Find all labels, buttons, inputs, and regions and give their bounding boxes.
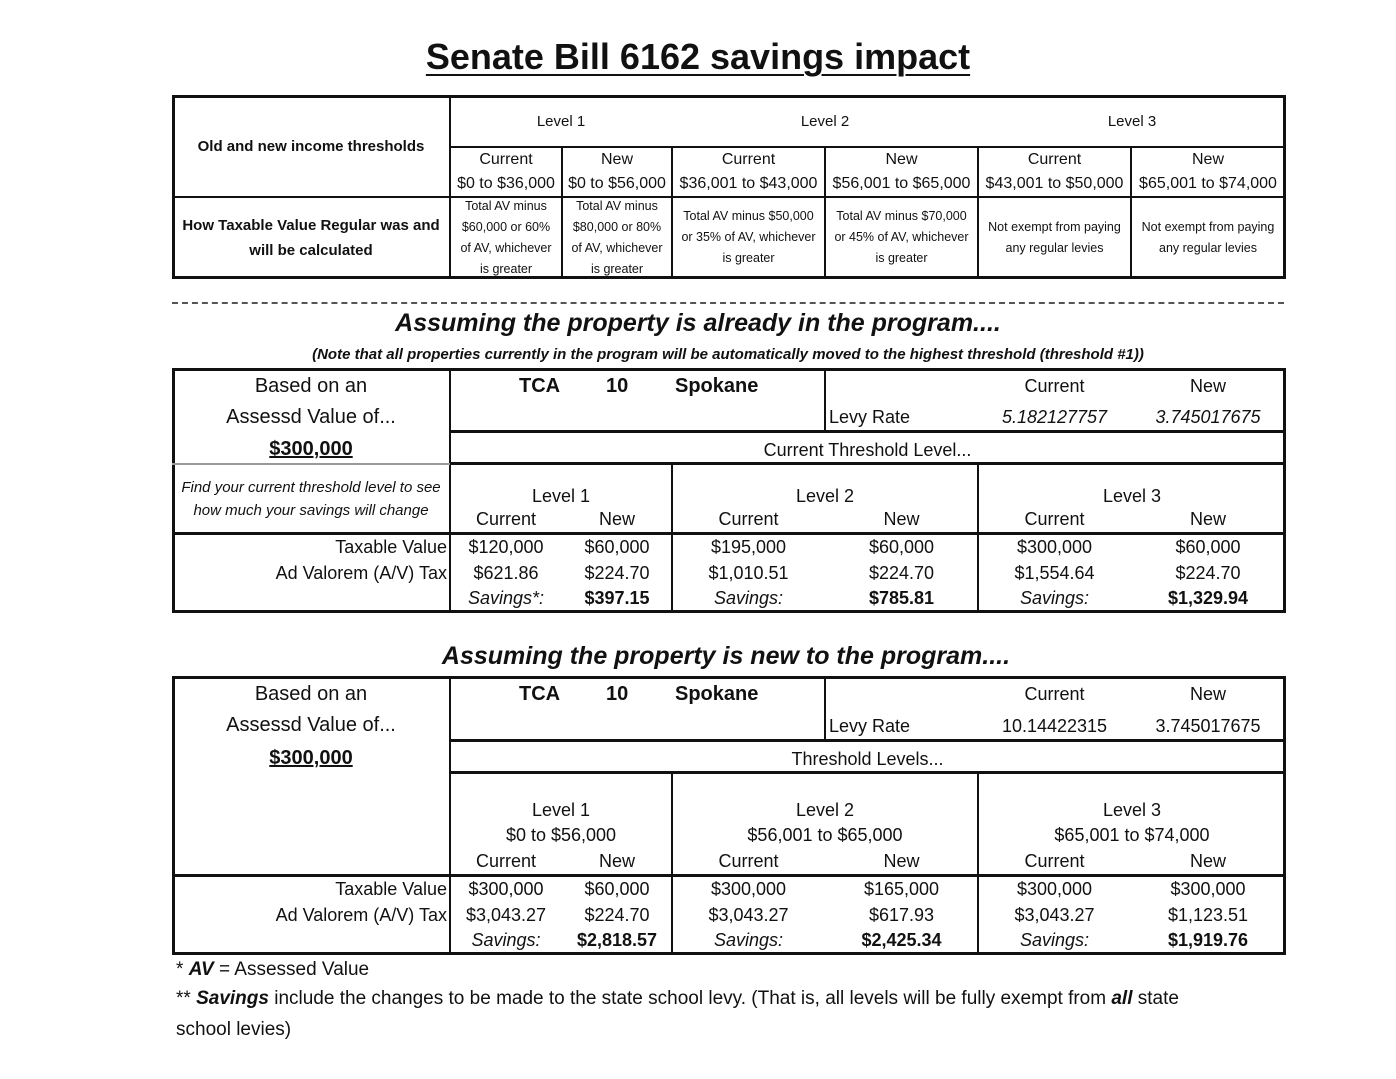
tca-label: TCA bbox=[519, 683, 561, 705]
footnote-marker: * bbox=[176, 959, 189, 980]
income-thresholds-label: Old and new income thresholds bbox=[197, 138, 425, 155]
ad-valorem-value: $1,123.51 bbox=[1167, 905, 1249, 925]
assessed-value: $300,000 bbox=[269, 747, 353, 769]
calc-line: Total AV minus bbox=[465, 199, 547, 213]
footnote-term: Savings bbox=[196, 988, 269, 1009]
footnote-text: include the changes to be made to the state school levy. (That is, all levels will be fully exempt from bbox=[268, 988, 1112, 1009]
calc-text bbox=[673, 206, 824, 269]
calc-label-line2: will be calculated bbox=[249, 242, 373, 259]
calc-text bbox=[826, 206, 977, 269]
calc-line: or 45% of AV, whichever bbox=[834, 230, 969, 244]
calc-line: Total AV minus $50,000 bbox=[683, 209, 814, 223]
col-head: Current bbox=[718, 851, 779, 871]
taxable-value: $300,000 bbox=[710, 879, 787, 899]
tca-name: Spokane bbox=[675, 683, 759, 705]
savings-value: $397.15 bbox=[584, 588, 650, 608]
levy-current-value: 5.182127757 bbox=[1001, 407, 1108, 427]
levy-new-value: 3.745017675 bbox=[1155, 716, 1261, 736]
col-head: Current bbox=[479, 151, 533, 168]
calc-line: is greater bbox=[722, 251, 775, 265]
savings-value: $785.81 bbox=[868, 588, 935, 608]
tca-number: 10 bbox=[606, 375, 629, 397]
col-head: New bbox=[1189, 851, 1226, 871]
col-head: New bbox=[883, 851, 920, 871]
divider bbox=[449, 771, 1286, 774]
calc-line: is greater bbox=[875, 251, 928, 265]
taxable-value: $300,000 bbox=[1016, 537, 1093, 557]
calc-line: Not exempt from paying bbox=[988, 220, 1121, 234]
ad-valorem-value: $3,043.27 bbox=[1014, 905, 1095, 925]
footnote-savings-cont: school levies) bbox=[176, 1019, 292, 1040]
divider bbox=[449, 430, 1286, 433]
page-title bbox=[0, 36, 1396, 78]
ad-valorem-label: Ad Valorem (A/V) Tax bbox=[275, 563, 447, 583]
taxable-value: $60,000 bbox=[584, 537, 650, 557]
divider bbox=[449, 146, 1286, 148]
calc-label-line1: How Taxable Value Regular was and bbox=[182, 217, 440, 234]
levy-rate-label: Levy Rate bbox=[829, 407, 911, 427]
threshold-title: Threshold Levels... bbox=[791, 749, 944, 769]
footnote-av bbox=[176, 959, 369, 981]
col-head: Current bbox=[475, 509, 537, 529]
calc-line: $60,000 or 60% bbox=[461, 220, 551, 234]
level-range: $56,001 to $65,000 bbox=[747, 825, 903, 845]
section3-heading: Assuming the property is new to the program.... bbox=[441, 642, 1011, 670]
section2-note: (Note that all properties currently in the program will be automatically moved to the highest threshold (threshold #1)) bbox=[312, 346, 1144, 363]
footnote-savings bbox=[176, 988, 1179, 1010]
col-head: New bbox=[598, 851, 635, 871]
based-on-line1: Based on an bbox=[254, 683, 368, 705]
calc-line: Total AV minus $70,000 bbox=[836, 209, 967, 223]
ad-valorem-value: $617.93 bbox=[868, 905, 935, 925]
ad-valorem-value: $224.70 bbox=[584, 905, 650, 925]
levy-new-head: New bbox=[1189, 684, 1226, 704]
levy-current-head: Current bbox=[1024, 376, 1085, 396]
footnote-text: state bbox=[1132, 988, 1179, 1009]
divider bbox=[824, 676, 826, 740]
divider bbox=[172, 532, 1286, 535]
footnote-term: AV bbox=[188, 959, 214, 980]
calc-line: is greater bbox=[479, 262, 533, 276]
level-2-header: Level 2 bbox=[800, 113, 850, 130]
calc-line: Not exempt from paying bbox=[1141, 220, 1275, 234]
calc-line: of AV, whichever bbox=[571, 241, 663, 255]
ad-valorem-value: $224.70 bbox=[584, 563, 650, 583]
savings-label: Savings: bbox=[1019, 588, 1090, 608]
levy-new-head: New bbox=[1189, 376, 1226, 396]
level-1-header: Level 1 bbox=[531, 486, 591, 506]
ad-valorem-value: $621.86 bbox=[473, 563, 539, 583]
taxable-value: $195,000 bbox=[710, 537, 787, 557]
tca-number: 10 bbox=[606, 683, 629, 705]
level-1-header: Level 1 bbox=[531, 800, 591, 820]
calc-line: Total AV minus bbox=[576, 199, 658, 213]
col-head: Current bbox=[1024, 851, 1085, 871]
calc-text bbox=[1132, 217, 1284, 259]
col-head: New bbox=[1191, 151, 1224, 168]
based-on-line2: Assessd Value of... bbox=[226, 406, 396, 428]
savings-value: $1,919.76 bbox=[1167, 930, 1249, 950]
ad-valorem-value: $224.70 bbox=[868, 563, 935, 583]
col-head: Current bbox=[721, 151, 776, 168]
levy-rate-label: Levy Rate bbox=[829, 716, 911, 736]
levy-new-value: 3.745017675 bbox=[1155, 407, 1261, 427]
savings-value: $1,329.94 bbox=[1167, 588, 1249, 608]
taxable-value: $165,000 bbox=[863, 879, 940, 899]
divider bbox=[172, 874, 1286, 877]
divider bbox=[449, 462, 1286, 465]
calc-text bbox=[563, 196, 671, 280]
col-head: New bbox=[885, 151, 918, 168]
section2-heading: Assuming the property is already in the program.... bbox=[395, 309, 1001, 337]
savings-value: $2,425.34 bbox=[861, 930, 942, 950]
range: $65,001 to $74,000 bbox=[1139, 175, 1277, 192]
ad-valorem-value: $224.70 bbox=[1175, 563, 1241, 583]
assessed-value: $300,000 bbox=[269, 438, 353, 460]
page-title-text: Senate Bill 6162 savings impact bbox=[425, 36, 971, 77]
levy-current-head: Current bbox=[1024, 684, 1085, 704]
col-head: Current bbox=[718, 509, 779, 529]
taxable-value: $60,000 bbox=[584, 879, 650, 899]
savings-value: $2,818.57 bbox=[576, 930, 658, 950]
col-head: Current bbox=[1027, 151, 1082, 168]
calc-line: is greater bbox=[590, 262, 644, 276]
ad-valorem-value: $1,554.64 bbox=[1014, 563, 1095, 583]
dashed-separator bbox=[172, 302, 1284, 304]
find-line1: Find your current threshold level to see bbox=[181, 479, 441, 496]
col-head: New bbox=[1189, 509, 1226, 529]
ad-valorem-value: $3,043.27 bbox=[708, 905, 789, 925]
ad-valorem-label: Ad Valorem (A/V) Tax bbox=[275, 905, 447, 925]
level-3-header: Level 3 bbox=[1102, 486, 1162, 506]
based-on-line2: Assessd Value of... bbox=[226, 714, 396, 736]
level-3-header: Level 3 bbox=[1102, 800, 1162, 820]
tca-label: TCA bbox=[519, 375, 561, 397]
footnote-marker: ** bbox=[176, 988, 197, 1009]
col-head: New bbox=[598, 509, 635, 529]
levy-current-value: 10.14422315 bbox=[1001, 716, 1108, 736]
find-line2: how much your savings will change bbox=[193, 502, 429, 519]
taxable-value-label: Taxable Value bbox=[335, 537, 447, 557]
calc-line: any regular levies bbox=[1159, 241, 1257, 255]
tca-name: Spokane bbox=[675, 375, 759, 397]
calc-text bbox=[451, 196, 561, 280]
divider bbox=[824, 368, 826, 432]
divider bbox=[449, 739, 1286, 742]
taxable-value: $300,000 bbox=[1170, 879, 1246, 899]
level-1-header: Level 1 bbox=[536, 113, 586, 130]
level-2-header: Level 2 bbox=[795, 486, 855, 506]
col-head: Current bbox=[1024, 509, 1085, 529]
threshold-title: Current Threshold Level... bbox=[763, 440, 972, 460]
savings-label: Savings: bbox=[471, 930, 541, 950]
range: $0 to $36,000 bbox=[457, 175, 555, 192]
taxable-value: $60,000 bbox=[868, 537, 935, 557]
calc-line: any regular levies bbox=[1005, 241, 1104, 255]
based-on-line1: Based on an bbox=[254, 375, 368, 397]
col-head: Current bbox=[475, 851, 537, 871]
savings-label: Savings*: bbox=[467, 588, 545, 608]
level-2-header: Level 2 bbox=[795, 800, 855, 820]
calc-line: $80,000 or 80% bbox=[572, 220, 662, 234]
level-range: $65,001 to $74,000 bbox=[1054, 825, 1210, 845]
taxable-value-label: Taxable Value bbox=[335, 879, 447, 899]
divider bbox=[172, 463, 450, 465]
range: $43,001 to $50,000 bbox=[985, 175, 1124, 192]
footnote-text: = Assessed Value bbox=[213, 959, 370, 980]
level-3-header: Level 3 bbox=[1107, 113, 1157, 130]
taxable-value: $120,000 bbox=[468, 537, 544, 557]
range: $56,001 to $65,000 bbox=[832, 175, 971, 192]
savings-label: Savings: bbox=[713, 930, 784, 950]
col-head: New bbox=[600, 151, 633, 168]
calc-line: of AV, whichever bbox=[460, 241, 552, 255]
taxable-value: $300,000 bbox=[468, 879, 544, 899]
savings-label: Savings: bbox=[1019, 930, 1090, 950]
footnote-emphasis: all bbox=[1111, 988, 1133, 1009]
ad-valorem-value: $3,043.27 bbox=[465, 905, 547, 925]
taxable-value: $60,000 bbox=[1175, 537, 1241, 557]
ad-valorem-value: $1,010.51 bbox=[708, 563, 789, 583]
taxable-value: $300,000 bbox=[1016, 879, 1093, 899]
divider bbox=[172, 196, 1286, 198]
level-range: $0 to $56,000 bbox=[505, 825, 617, 845]
calc-line: or 35% of AV, whichever bbox=[681, 230, 816, 244]
savings-label: Savings: bbox=[713, 588, 784, 608]
calc-text bbox=[979, 217, 1130, 259]
col-head: New bbox=[883, 509, 920, 529]
range: $36,001 to $43,000 bbox=[679, 175, 818, 192]
range: $0 to $56,000 bbox=[568, 175, 666, 192]
